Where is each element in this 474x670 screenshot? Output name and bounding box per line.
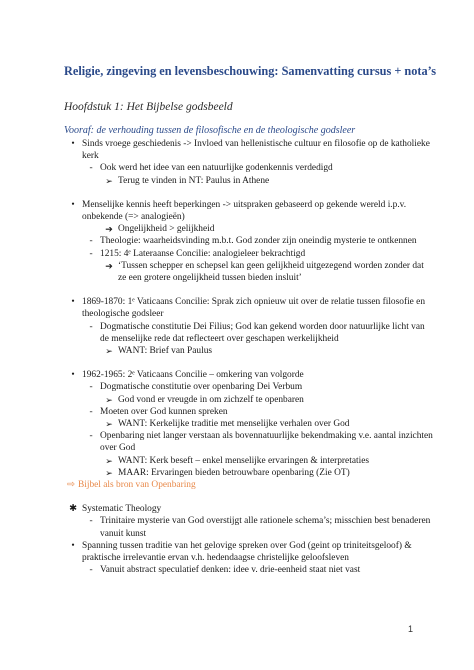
chapter-heading: Hoofdstuk 1: Het Bijbelse godsbeeld	[64, 101, 233, 113]
arrowhead-icon: ➢	[105, 394, 113, 405]
arrow-right-icon: ➔	[105, 224, 113, 235]
list-item: - Theologie: waarheidsvinding m.b.t. God zonder zijn oneindig mysterie te ontkennen	[64, 235, 434, 247]
arrowhead-icon: ➢	[105, 455, 113, 466]
arrowhead-icon: ➢	[105, 175, 113, 186]
list-item: ➢ Terug te vinden in NT: Paulus in Athene	[64, 175, 434, 187]
bullet-icon: •	[71, 139, 75, 149]
list-item: ➢ WANT: Kerkelijke traditie met menselijke verhalen over God	[64, 418, 434, 430]
page-number: 1	[408, 624, 414, 634]
section-link[interactable]: Bijbel als bron van Openbaring	[78, 480, 196, 491]
list-item: - Vanuit abstract speculatief denken: idee v. drie-eenheid staat niet vast	[64, 564, 434, 576]
dash-icon: -	[89, 431, 93, 442]
arrowhead-icon: ➢	[105, 467, 113, 478]
list-item: - Openbaring niet langer verstaan als bovennatuurlijke bekendmaking v.e. aantal inzichten over God	[64, 430, 434, 454]
bullet-icon: •	[71, 199, 75, 210]
list-item: - Moeten over God kunnen spreken	[64, 406, 434, 418]
dash-icon: -	[89, 236, 93, 247]
list-item: - Dogmatische constitutie over openbaring Dei Verbum	[64, 381, 434, 393]
list-item: • Spanning tussen traditie van het gelovige spreken over God (geint op triniteitsgeloof) & praktische irrelevantie ervan v.h. hedendaagse christelijke geloofsleven	[64, 540, 434, 564]
list-item: - Dogmatische constitutie Dei Filius; God kan gekend worden door natuurlijke licht van de menselijke rede dat reflecteert over geschapen werkelijkheid	[64, 321, 434, 345]
arrowhead-icon: ➢	[105, 419, 113, 430]
asterisk-icon: ✱	[69, 504, 77, 515]
dash-icon: -	[89, 565, 93, 576]
list-item: ➢ WANT: Kerk beseft – enkel menselijke ervaringen & interpretaties	[64, 455, 434, 467]
dash-icon: -	[89, 321, 93, 332]
list-item: - 1215: 4ᵉ Lateraanse Concilie: analogieleer bekrachtigd	[64, 248, 434, 260]
list-item: ➢ God vond er vreugde in om zichzelf te openbaren	[64, 394, 434, 406]
list-item: ➔ ‘Tussen schepper en schepsel kan geen gelijkheid uitgezegend worden zonder dat ze een grotere ongelijkheid tussen bieden insluit’	[64, 260, 434, 284]
dash-icon: -	[89, 382, 93, 393]
section-link-row[interactable]	[64, 479, 434, 491]
list-item: - Trinitaire mysterie van God overstijgt alle rationele schema’s; misschien best benaderen vanuit kunst	[64, 515, 434, 539]
dash-icon: -	[89, 248, 93, 259]
document-title: Religie, zingeving en levensbeschouwing: Samenvatting cursus + nota’s	[64, 64, 437, 78]
list-item: • Sinds vroege geschiedenis -> Invloed van hellenistische cultuur en filosofie op de katholieke kerk	[64, 138, 434, 162]
bullet-icon: •	[71, 370, 75, 381]
list-item: - Ook werd het idee van een natuurlijke godenkennis verdedigd	[64, 162, 434, 174]
list-item: ➢ MAAR: Ervaringen bieden betrouwbare openbaring (Zie OT)	[64, 467, 434, 479]
list-item: ➔ Ongelijkheid > gelijkheid	[64, 223, 434, 235]
list-item: • 1869-1870: 1ᵉ Vaticaans Concilie: Sprak zich opnieuw uit over de relatie tussen filosofie en theologische godsleer	[64, 296, 434, 320]
hollow-arrow-icon: ⇨	[67, 480, 75, 491]
arrowhead-icon: ➢	[105, 346, 113, 357]
list-item: ✱ Systematic Theology	[64, 503, 434, 515]
dash-icon: -	[89, 406, 93, 417]
dash-icon: -	[89, 163, 93, 174]
list-item: • Menselijke kennis heeft beperkingen -> uitspraken gebaseerd op gekende wereld i.p.v. onbekende (=> analogieën)	[64, 199, 434, 223]
list-item: ➢ WANT: Brief van Paulus	[64, 345, 434, 357]
bullet-icon: •	[71, 540, 75, 551]
list-item: • 1962-1965: 2ᵉ Vaticaans Concilie – omkering van volgorde	[64, 369, 434, 381]
document-body	[64, 138, 434, 577]
dash-icon: -	[89, 516, 93, 527]
bullet-icon: •	[71, 297, 75, 308]
arrow-right-icon: ➔	[105, 260, 113, 271]
section-subheading: Vooraf: de verhouding tussen de filosofische en de theologische godsleer	[64, 125, 356, 136]
